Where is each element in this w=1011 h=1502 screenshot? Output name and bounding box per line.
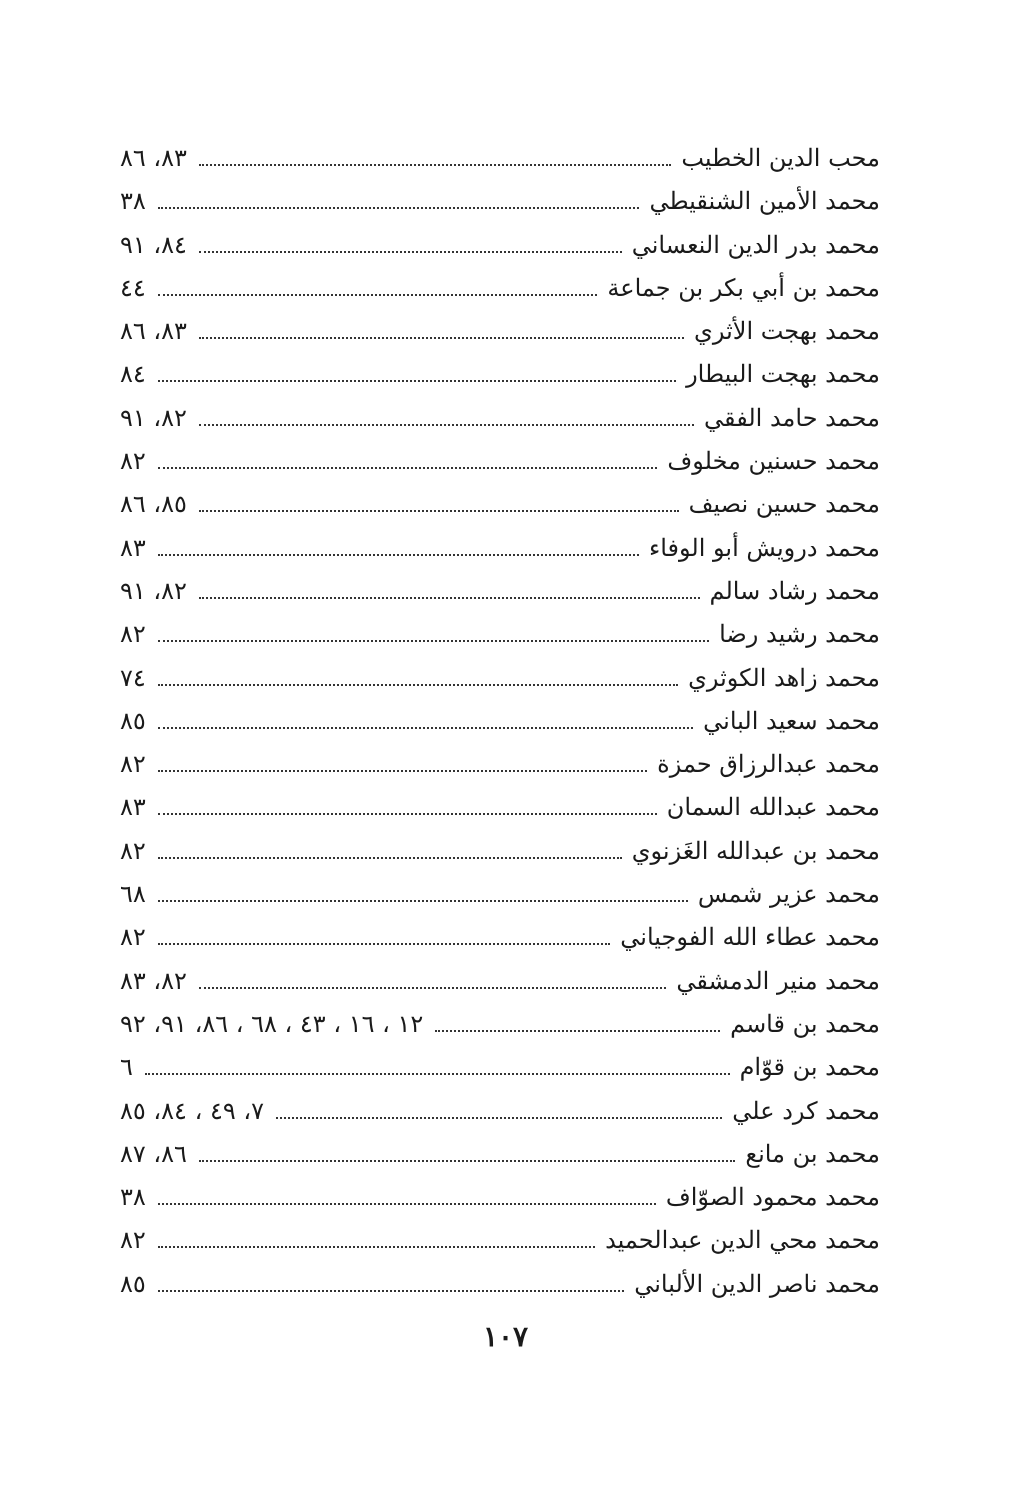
entry-name: محمد عطاء الله الفوجياني: [620, 923, 880, 952]
entry-page-numbers: ٨٢: [120, 923, 146, 952]
dot-leader: [199, 424, 694, 426]
index-entry: [120, 1176, 880, 1219]
entry-name: محمد بهجت البيطار: [686, 360, 880, 389]
index-entry: [120, 483, 880, 526]
entry-name: محمد حسنين مخلوف: [667, 447, 880, 476]
index-entry: [120, 267, 880, 310]
entry-page-numbers: ٨٢: [120, 750, 146, 779]
index-entry: [120, 1090, 880, 1133]
entry-page-numbers: ٨٢: [120, 447, 146, 476]
entry-name: محمد رشيد رضا: [719, 620, 880, 649]
dot-leader: [199, 1160, 735, 1162]
entry-name: محمد بن عبدالله الغَزنوي: [631, 836, 880, 865]
entry-name: محمد بدر الدين النعساني: [631, 230, 880, 259]
entry-page-numbers: ٨٣، ٨٦: [120, 144, 187, 172]
entry-name: محمد محمود الصوّاف: [665, 1183, 880, 1212]
name-index-list: [120, 137, 880, 1306]
dot-leader: [158, 467, 658, 469]
entry-name: محمد رشاد سالم: [709, 576, 880, 605]
dot-leader: [435, 1030, 720, 1032]
entry-page-numbers: ٨٣: [120, 533, 146, 562]
entry-page-numbers: ٧٤: [120, 663, 146, 692]
entry-name: محمد الأمين الشنقيطي: [649, 187, 880, 216]
dot-leader: [199, 251, 622, 253]
entry-page-numbers: ٨٦، ٨٧: [120, 1139, 187, 1168]
entry-name: محمد كرد علي: [732, 1096, 880, 1125]
dot-leader: [158, 900, 688, 902]
entry-name: محب الدين الخطيب: [681, 144, 880, 172]
entry-name: محمد سعيد الباني: [703, 706, 880, 735]
entry-page-numbers: ٦: [120, 1053, 133, 1082]
index-entry: [120, 700, 880, 743]
dot-leader: [158, 684, 678, 686]
entry-page-numbers: ٨٢، ٩١: [120, 403, 187, 432]
dot-leader: [199, 337, 684, 339]
entry-name: محمد بن أبي بكر بن جماعة: [607, 273, 880, 302]
index-entry: [120, 1133, 880, 1176]
dot-leader: [158, 207, 640, 209]
index-entry: [120, 960, 880, 1003]
entry-name: محمد بن مانع: [745, 1139, 880, 1168]
entry-page-numbers: ١٢ ، ١٦ ، ٤٣ ، ٦٨ ، ٨٦، ٩١، ٩٢: [120, 1009, 424, 1038]
page-number: ١٠٧: [482, 1320, 529, 1353]
index-entry: [120, 180, 880, 223]
entry-page-numbers: ٨٢: [120, 1226, 146, 1255]
dot-leader: [158, 554, 639, 556]
entry-name: محمد بن قاسم: [730, 1009, 880, 1038]
index-entry: [120, 830, 880, 873]
dot-leader: [158, 380, 676, 382]
entry-name: محمد حامد الفقي: [704, 403, 880, 432]
entry-name: محمد محي الدين عبدالحميد: [605, 1226, 880, 1255]
index-entry: [120, 1003, 880, 1046]
index-entry: [120, 1046, 880, 1089]
entry-page-numbers: ٣٨: [120, 187, 146, 216]
dot-leader: [158, 640, 709, 642]
entry-page-numbers: ٦٨: [120, 880, 146, 909]
entry-name: محمد بهجت الأثري: [694, 317, 880, 346]
entry-page-numbers: ٨٢، ٨٣: [120, 966, 187, 995]
entry-page-numbers: ٧، ٤٩ ، ٨٤، ٨٥: [120, 1096, 264, 1125]
dot-leader: [199, 164, 671, 166]
dot-leader: [158, 1246, 595, 1248]
entry-name: محمد عبدالرزاق حمزة: [657, 750, 880, 779]
index-entry: [120, 397, 880, 440]
index-entry: [120, 1263, 880, 1306]
index-entry: [120, 613, 880, 656]
entry-name: محمد درويش أبو الوفاء: [648, 533, 880, 562]
entry-page-numbers: ٨٤، ٩١: [120, 230, 187, 259]
entry-name: محمد ناصر الدين الألباني: [634, 1269, 880, 1298]
index-entry: [120, 137, 880, 180]
dot-leader: [158, 1203, 656, 1205]
index-entry: [120, 353, 880, 396]
index-entry: [120, 873, 880, 916]
entry-name: محمد منير الدمشقي: [676, 966, 880, 995]
dot-leader: [199, 597, 700, 599]
entry-page-numbers: ٨٣، ٨٦: [120, 317, 187, 346]
dot-leader: [158, 727, 693, 729]
dot-leader: [158, 857, 622, 859]
entry-name: محمد حسين نصيف: [688, 490, 880, 519]
dot-leader: [199, 987, 666, 989]
index-entry: [120, 440, 880, 483]
entry-page-numbers: ٤٤: [120, 273, 146, 302]
index-entry: [120, 1219, 880, 1262]
entry-page-numbers: ٨٥: [120, 1269, 146, 1298]
dot-leader: [145, 1073, 730, 1075]
dot-leader: [158, 813, 657, 815]
entry-page-numbers: ٨٣: [120, 793, 146, 822]
index-entry: [120, 657, 880, 700]
entry-page-numbers: ٣٨: [120, 1183, 146, 1212]
entry-page-numbers: ٨٤: [120, 360, 146, 389]
index-entry: [120, 224, 880, 267]
dot-leader: [276, 1117, 722, 1119]
dot-leader: [158, 294, 598, 296]
index-entry: [120, 570, 880, 613]
dot-leader: [158, 770, 647, 772]
index-entry: [120, 786, 880, 829]
entry-name: محمد بن قوّام: [739, 1053, 880, 1082]
entry-page-numbers: ٨٢: [120, 620, 146, 649]
index-entry: [120, 527, 880, 570]
entry-page-numbers: ٨٥: [120, 706, 146, 735]
entry-name: محمد عبدالله السمان: [666, 793, 880, 822]
index-entry: [120, 916, 880, 959]
entry-name: محمد عزير شمس: [697, 880, 880, 909]
dot-leader: [158, 1290, 624, 1292]
dot-leader: [199, 510, 679, 512]
dot-leader: [158, 943, 611, 945]
entry-name: محمد زاهد الكوثري: [688, 663, 880, 692]
entry-page-numbers: ٨٢: [120, 836, 146, 865]
index-entry: [120, 310, 880, 353]
entry-page-numbers: ٨٥، ٨٦: [120, 490, 187, 519]
index-entry: [120, 743, 880, 786]
entry-page-numbers: ٨٢، ٩١: [120, 576, 187, 605]
